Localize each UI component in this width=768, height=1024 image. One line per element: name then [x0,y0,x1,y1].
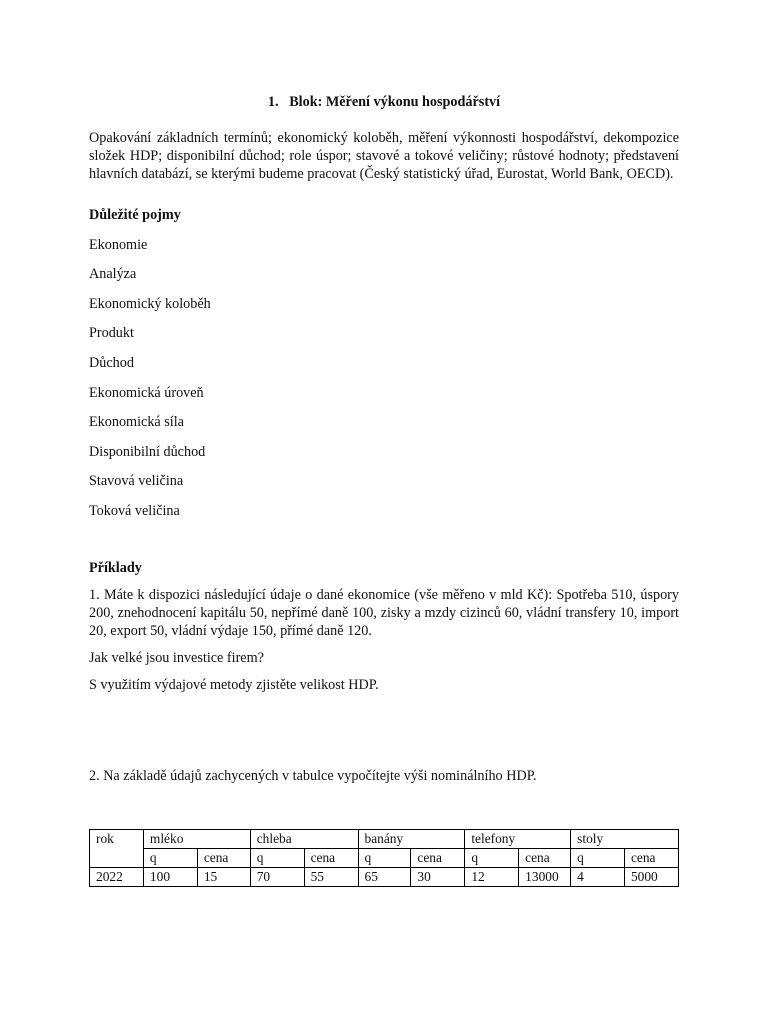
terms-list [89,236,679,520]
section-heading: 1. Blok: Měření výkonu hospodářství [267,94,501,110]
terms-heading: Důležité pojmy [89,207,181,223]
term-item: Produkt [89,325,134,342]
table-cell: 5000 [624,868,678,887]
cena-header-cell: cena [519,849,571,868]
table-cell: 13000 [519,868,571,887]
q-header-cell: q [250,849,304,868]
term-item: Ekonomie [89,236,148,253]
table-header-row [90,830,679,849]
table-cell: 15 [197,868,250,887]
example-1-text: 1. Máte k dispozici následující údaje o dané ekonomice (vše měřeno v mld Kč): Spotřeba 510, úspory 200, znehodnocení kapitálu 50, nepřímé daně 100, zisky a mzdy cizinců 60, vládní transfery 10, import 20, export 50, vládní výdaje 150, přímé daně 120. [89,586,679,639]
good-header-cell: chleba [250,830,358,849]
table-row [90,868,679,887]
cena-header-cell: cena [411,849,465,868]
table-subheader-row [90,849,679,868]
cena-header-cell: cena [624,849,678,868]
term-item: Disponibilní důchod [89,443,206,460]
q-header-cell: q [571,849,625,868]
gdp-data-table [89,829,679,887]
term-item: Ekonomický koloběh [89,295,211,312]
term-item: Ekonomická úroveň [89,384,204,401]
q-header-cell: q [358,849,411,868]
rok-header-cell: rok [90,830,144,868]
cena-header-cell: cena [304,849,358,868]
good-header-cell: stoly [571,830,679,849]
year-cell: 2022 [90,868,144,887]
intro-paragraph: Opakování základních termínů; ekonomický koloběh, měření výkonnosti hospodářství, dekompozice složek HDP; disponibilní důchod; role úspor; stavové a tokové veličiny; růstové hodnoty; představení hlavních databází, se kterými budeme pracovat (Český statistický úřad, Eurostat, World Bank, OECD). [89,130,679,182]
table-cell: 65 [358,868,411,887]
table-cell: 70 [250,868,304,887]
term-item: Toková veličina [89,502,180,519]
good-header-cell: telefony [465,830,571,849]
term-item: Důchod [89,354,134,371]
examples-heading: Příklady [89,559,142,576]
cena-header-cell: cena [197,849,250,868]
example-2-text: 2. Na základě údajů zachycených v tabulce vypočítejte výši nominálního HDP. [89,767,537,784]
term-item: Ekonomická síla [89,414,184,431]
table-cell: 12 [465,868,519,887]
good-header-cell: mléko [143,830,250,849]
q-header-cell: q [143,849,197,868]
q-header-cell: q [465,849,519,868]
term-item: Analýza [89,266,137,283]
good-header-cell: banány [358,830,465,849]
table-cell: 30 [411,868,465,887]
table-cell: 100 [143,868,197,887]
example-1-question-gdp: S využitím výdajové metody zjistěte velikost HDP. [89,676,379,693]
table-cell: 4 [571,868,625,887]
table-cell: 55 [304,868,358,887]
document-body [89,93,679,785]
term-item: Stavová veličina [89,473,184,490]
example-1-question-investment: Jak velké jsou investice firem? [89,649,264,666]
